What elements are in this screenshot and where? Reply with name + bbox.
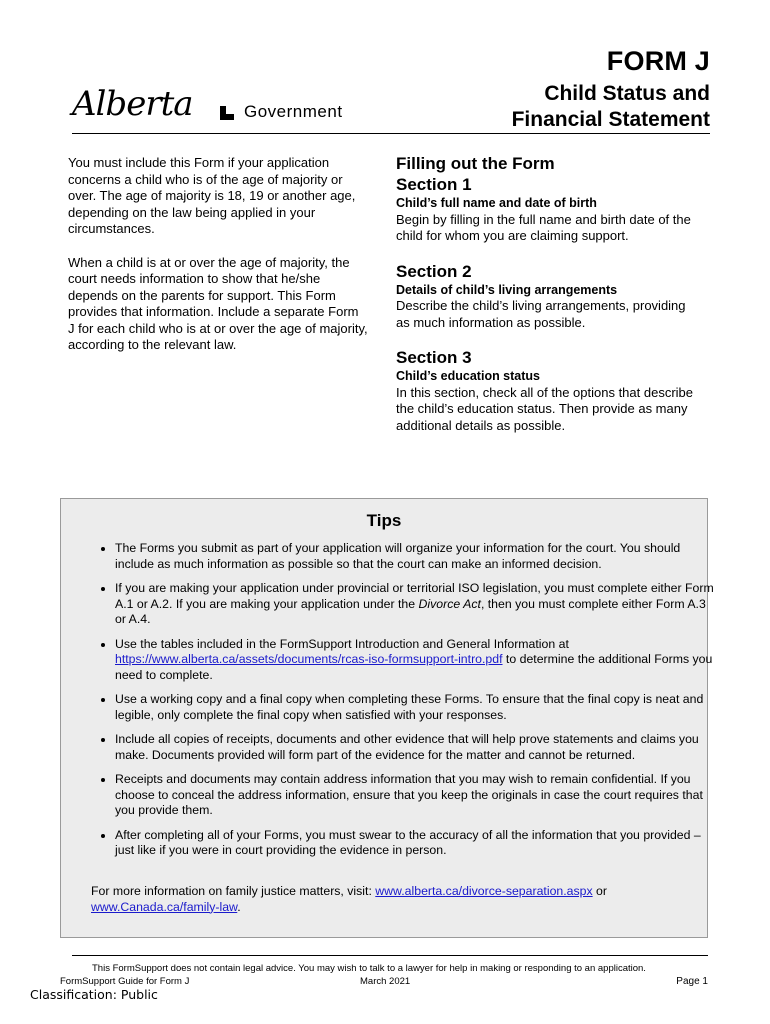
tip-text: Receipts and documents may contain address information that you may wish to remain confidential. If you choose to conceal the address information, ensure that you keep the originals in case the court requires that you provide them. bbox=[115, 772, 703, 817]
section-3-body: In this section, check all of the options that describe the child’s education status. Then provide as many additional details as possible. bbox=[396, 384, 694, 433]
section-3 bbox=[396, 347, 696, 434]
tip-text: Include all copies of receipts, documents and other evidence that will help prove statements and claims you make. Documents provided will form part of the evidence for the matter and cannot be returned. bbox=[115, 732, 699, 762]
form-title-line-1: Child Status and bbox=[544, 82, 710, 105]
section-1-body: Begin by filling in the full name and birth date of the child for whom you are claiming support. bbox=[396, 211, 691, 243]
tips-box bbox=[60, 498, 714, 938]
section-2-heading: Section 2 bbox=[396, 261, 472, 281]
form-id: FORM J bbox=[606, 46, 710, 76]
tip-text: The Forms you submit as part of your application will organize your information for the court. You should include as much information as possible so that the court can make an informed decision. bbox=[115, 541, 681, 571]
tips-title: Tips bbox=[366, 511, 402, 530]
footer-guide-name: FormSupport Guide for Form J bbox=[60, 976, 190, 987]
canada-family-law-link[interactable]: www.Canada.ca/family-law bbox=[91, 899, 238, 914]
section-3-subheading: Child’s education status bbox=[396, 369, 541, 383]
more-info-or: or bbox=[592, 884, 607, 898]
section-1-subheading: Child’s full name and date of birth bbox=[396, 196, 597, 210]
intro-paragraph-2: When a child is at or over the age of majority, the court needs information to show that he/she depends on the parents for support. This Form provides that information. Include a separate Form J for each child who is at or over the age of majority, according to the relevant law. bbox=[68, 254, 368, 352]
formsupport-intro-link[interactable]: https://www.alberta.ca/assets/documents/rcas-iso-formsupport-intro.pdf bbox=[115, 652, 503, 666]
logo-government-text: Government bbox=[244, 102, 343, 121]
section-1 bbox=[396, 174, 696, 245]
section-1-heading: Section 1 bbox=[396, 175, 472, 194]
tip-item bbox=[115, 692, 715, 723]
logo-wordmark: Alberta bbox=[72, 84, 193, 124]
section-2-subheading: Details of child’s living arrangements bbox=[396, 282, 618, 297]
intro-paragraph-1: You must include this Form if your application concerns a child who is of the age of majority or over. The age of majority is 18, 19 or another age, depending on the law being applied in your circumstances. bbox=[68, 155, 356, 236]
tip-text: Use the tables included in the FormSupport Introduction and General Information at bbox=[115, 636, 569, 651]
divorce-separation-link[interactable]: www.alberta.ca/divorce-separation.aspx bbox=[375, 884, 593, 898]
tip-item bbox=[115, 828, 715, 859]
footer-disclaimer: This FormSupport does not contain legal advice. You may wish to talk to a lawyer for help in making or responding to an application. bbox=[92, 963, 646, 974]
instructions-column bbox=[396, 153, 696, 450]
alberta-government-logo bbox=[72, 84, 362, 132]
intro-column bbox=[68, 155, 368, 371]
tip-text: to determine the additional Forms you need to complete. bbox=[115, 652, 713, 682]
logo-mark-icon bbox=[220, 106, 234, 120]
tip-item bbox=[115, 732, 715, 763]
tip-item bbox=[115, 637, 715, 684]
tip-text: Use a working copy and a final copy when completing these Forms. To ensure that the final copy is neat and legible, only complete the final copy when satisfied with your responses. bbox=[115, 692, 704, 722]
classification-label: Classification: Public bbox=[30, 987, 158, 1002]
footer-rule bbox=[72, 955, 708, 956]
more-info-suffix: . bbox=[237, 899, 241, 914]
tip-text: , then you must complete either Form A.3 or A.4. bbox=[115, 596, 706, 626]
tip-item bbox=[115, 541, 715, 572]
tip-item bbox=[115, 772, 715, 819]
form-title-line-2: Financial Statement bbox=[511, 108, 710, 131]
tips-list bbox=[91, 541, 715, 868]
tip-text: After completing all of your Forms, you must swear to the accuracy of all the information that you provided – just like if you were in court providing the evidence in person. bbox=[115, 827, 701, 857]
tip-item bbox=[115, 581, 715, 628]
divorce-act-title: Divorce Act bbox=[418, 596, 481, 611]
filling-out-heading: Filling out the Form bbox=[396, 154, 555, 173]
more-info-text bbox=[91, 884, 691, 915]
footer-page-number: Page 1 bbox=[676, 976, 708, 987]
header-rule bbox=[72, 133, 710, 134]
section-3-heading: Section 3 bbox=[396, 348, 472, 367]
tip-text: If you are making your application under provincial or territorial ISO legislation, you must complete either Form A.1 or A.2. If you are making your application under the bbox=[115, 581, 714, 611]
more-info-prefix: For more information on family justice matters, visit: bbox=[91, 884, 376, 898]
section-2-body: Describe the child’s living arrangements, providing as much information as possible. bbox=[396, 298, 686, 330]
footer-date: March 2021 bbox=[360, 976, 411, 987]
form-title bbox=[390, 81, 710, 133]
section-2 bbox=[396, 261, 696, 332]
